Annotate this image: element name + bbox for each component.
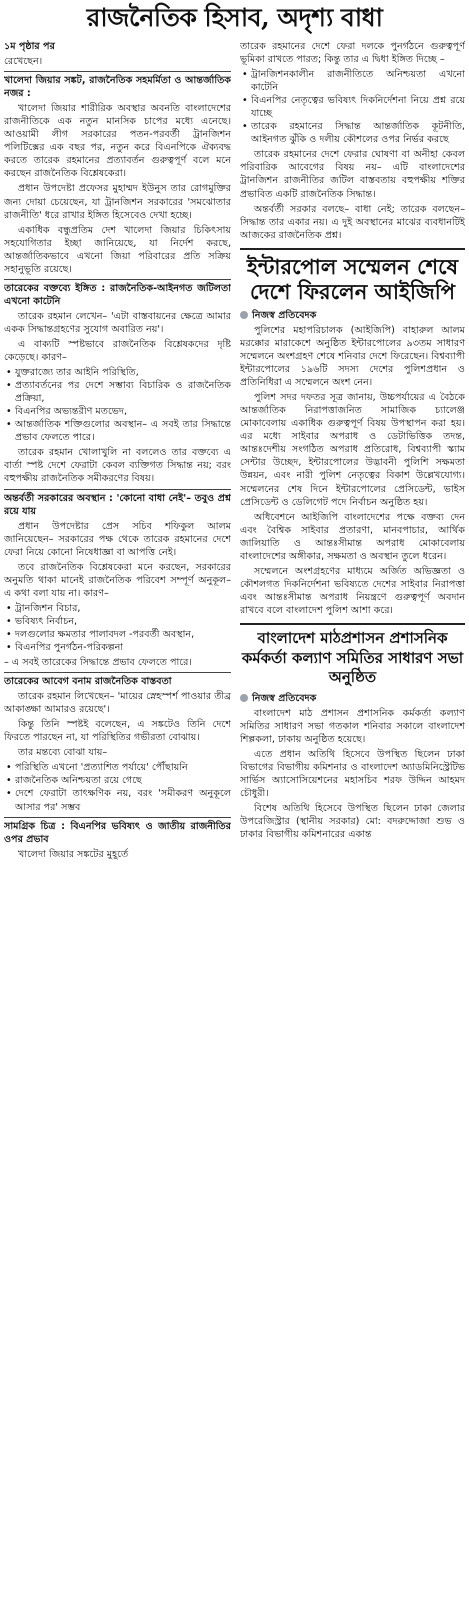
paragraph: খালেদা জিয়ার শারীরিক অবস্থার অবনতি বাংলাদেশের রাজনীতিকে এক নতুন মানসিক চাপের মধ্যে এনেছে। আওয়ামী লীগ সরকারের পতন-পরবর্তী ট্রানজিশন পলিটিক্সের এক বছর পর, নতুন করে বিএনপিকে ঐক্যবদ্ধ করতে তারেক রহমানের প্রত্যাবর্তন গুরুত্বপূর্ণ বলে মনে করছেন রাজনৈতিক বিশ্লেষকেরা। (4, 103, 231, 180)
bullet-list (240, 68, 465, 146)
paragraph: খালেদা জিয়ার সঙ্কটের মুহূর্তে (18, 848, 129, 860)
bullet-item: • পরিস্থিতি এখনো 'প্রত্যাশিত পর্যায়ে' পৌঁছায়নি (4, 761, 231, 774)
paragraph: বিশেষ অতিথি হিসেবে উপস্থিত ছিলেন ঢাকা জেলার উপরেজিস্ট্রার (স্থানীয় সরকার) মো: বদরুদ্দোজা শুভ ও ঢাকার বিভাগীয় কমিশনারের একান্ত (240, 802, 465, 840)
paragraph: অন্তর্বর্তী সরকার বলছে– বাধা নেই; তারেক বলছেন– সিদ্ধান্ত তার একার নয়। এ দুই অবস্থানের মাঝের ব্যবধানটিই আজকের রাজনৈতিক প্রশ্ন। (240, 203, 465, 241)
bullet-list (4, 366, 231, 444)
byline (240, 309, 465, 322)
paragraph: প্রধান উপদেষ্টার প্রেস সচিব শফিকুল আলম জানিয়েছেন– সরকারের পক্ষ থেকে তারেক রহমানের দেশে ফেরা নিয়ে কোনো নিষেধাজ্ঞা বা আপত্তি নেই। (4, 520, 231, 558)
left-column (4, 40, 231, 1609)
paragraph: একাধিক বন্ধুপ্রতিম দেশ খালেদা জিয়ার চিকিৎসায় সহযোগিতার ইচ্ছা জানিয়েছে, যা নির্দেশ করছে, আন্তর্জাতিকভাবে এখনো জিয়া পরিবারের প্রতি সক্রিয় সহানুভূতি রয়েছে। (4, 224, 231, 275)
paragraph: পুলিশ সদর দফতর সূত্র জানায়, উচ্চপর্যায়ের এ বৈঠকে আন্তর্জাতিক নিরাপত্তাজনিত সামাজিক চ্যালেঞ্জ মোকাবেলায় একাধিক গুরুত্বপূর্ণ বিষয় উপস্থাপন করা হয়। এর মধ্যে সাইবার অপরাধ ও ডেটাভিত্তিক তদন্ত, আন্তঃদেশীয় সংগঠিত অপরাধ প্রতিরোধ, বিশ্বব্যাপী স্ক্যাম সেন্টার উচ্ছেদ, ইন্টারপোলের উদ্ভাবনী পুলিশি সক্ষমতা উন্নয়ন, এবং নারী পুলিশ নেতৃত্বের বিকাশ উল্লেখযোগ্য। সম্মেলনের শেষ দিনে ইন্টারপোলের প্রেসিডেন্ট, ভাইস প্রেসিডেন্ট ও ডেলিগেট পদে নির্বাচন অনুষ্ঠিত হয়। (240, 392, 465, 508)
byline-text: নিজস্ব প্রতিবেদক (252, 692, 317, 704)
bullet-item: • বিএনপির অভ্যন্তরীণ মতভেদ, (4, 405, 231, 418)
bullet-item: • ভবিষ্যৎ নির্বাচন, (4, 615, 231, 628)
bullet-dot-icon (240, 694, 248, 702)
paragraph: তারেক রহমানের দেশে ফেরার ঘোষণা বা অনীহা কেবল পরিবারিক আবেগের বিষয় নয়– এটি বাংলাদেশের ট্রানজিশন রাজনীতির জটিল বাস্তবতায় বহুপক্ষীয় শক্তির প্রভাবিত একটি রাজনৈতিক সিদ্ধান্ত। (240, 149, 465, 200)
paragraph: কিন্তু তিনি স্পষ্টই বলেছেন, এ সঙ্কটেও তিনি দেশে ফিরতে পারছেন না, যা পরিস্থিতির গভীরতা বোঝায়। (4, 719, 231, 744)
subheading: সামগ্রিক চিত্র : বিএনপির ভবিষ্যৎ ও জাতীয় রাজনীতির ওপর প্রভাব (4, 817, 231, 846)
bullet-item: • তারেক রহমানের সিদ্ধান্ত আন্তর্জাতিক কূটনীতি, আইনগত ঝুঁকি ও দলীয় কৌশলের ওপর নির্ভর করছে (240, 120, 465, 146)
paragraph: পুলিশের মহাপরিচালক (আইজিপি) বাহারুল আলম মরক্কোর মারাকেশে অনুষ্ঠিত ইন্টারপোলের ৯৩তম সাধারণ সম্মেলনে অংশগ্রহণ শেষে শনিবার দেশে ফিরেছেন। বিশ্বব্যাপী ইন্টারপোলের ১৯৬টি সদস্য দেশের পুলিশপ্রধান ও প্রতিনিধিরা এ সম্মেলনে অংশ নেন। (240, 324, 465, 389)
bullet-list (4, 602, 231, 654)
paragraph: তারেক রহমান খোলাখুলি না বললেও তার বক্তব্যে এ বার্তা স্পষ্ট দেশে ফেরাটা কেবল ব্যক্তিগত সিদ্ধান্ত নয়; বরং বহুপক্ষীয় রাজনৈতিক সমীকরণের বিষয়। (4, 447, 231, 485)
bullet-item: • দেশে ফেরাটা তাৎক্ষণিক নয়, বরং 'সমীকরণ অনুকূলে আসার পর' সম্ভব (4, 787, 231, 813)
paragraph: অধিবেশনে আইজিপি বাংলাদেশের পক্ষে বক্তব্য দেন এবং বৈশ্বিক সাইবার প্রতারণা, মানবপাচার, আর্থিক জালিয়াতি ও আন্তঃসীমান্ত অপরাধ মোকাবেলায় বাংলাদেশের অঙ্গীকার, সক্ষমতা ও অবস্থান তুলে ধরেন। (240, 511, 465, 562)
bullet-item: • ট্রানজিশন বিচার, (4, 602, 231, 615)
bullet-item: • দলগুলোর ক্ষমতার পালাবদল -পরবর্তী অবস্থান, (4, 628, 231, 641)
paragraph: সম্মেলনে অংশগ্রহণের মাধ্যমে অর্জিত অভিজ্ঞতা ও কৌশলগত দিকনির্দেশনা ভবিষ্যতে দেশের সাইবার নিরাপত্তা এবং আন্তঃসীমান্ত অপরাধ নিয়ন্ত্রণে গুরুত্বপূর্ণ অবদান রাখবে বলে বাংলাদেশ পুলিশ আশা করে। (240, 565, 465, 616)
bullet-list (4, 761, 231, 813)
subheading: খালেদা জিয়ার সঙ্কট, রাজনৈতিক সহমর্মিতা ও আন্তর্জাতিক নজর : (4, 71, 231, 100)
paragraph: তারেক রহমান লিখেছেন– 'মায়ের স্নেহস্পর্শ পাওয়ার তীব্র আকাঙ্ক্ষা আমারও রয়েছে'। (4, 691, 231, 716)
bullet-dot-icon (240, 311, 248, 319)
bullet-item: • আন্তর্জাতিক শক্তিগুলোর অবস্থান– এ সবই তার সিদ্ধান্তে প্রভাব ফেলতে পারে। (4, 418, 231, 444)
paragraph: রেখেছেন। (4, 56, 43, 68)
story-headline-interpol: ইন্টারপোল সম্মেলন শেষে দেশে ফিরলেন আইজিপি (240, 248, 465, 305)
bullet-item: • ট্রানজিশনকালীন রাজনীতিতে অনিশ্চয়তা এখনো কাটেনি (240, 68, 465, 94)
paragraph: এতে প্রধান অতিথি হিসেবে উপস্থিত ছিলেন ঢাকা বিভাগের বিভাগীয় কমিশনার ও বাংলাদেশ অ্যাডমিনিস্ট্রেটিভ সার্ভিস অ্যাসোসিয়েশনের মহাসচিব শরফ উদ্দিন আহমদ চৌধুরী। (240, 748, 465, 799)
subheading: অন্তর্বর্তী সরকারের অবস্থান : 'কোনো বাধা নেই'– তবুও প্রশ্ন রয়ে যায় (4, 489, 231, 518)
main-headline: রাজনৈতিক হিসাব, অদৃশ্য বাধা (86, 3, 383, 32)
byline-text: নিজস্ব প্রতিবেদক (252, 309, 317, 321)
paragraph: – এ সবই তারেকের সিদ্ধান্তে প্রভাব ফেলতে পারে। (4, 657, 192, 669)
bullet-item: • যুক্তরাজ্যে তার আইনি পরিস্থিতি, (4, 366, 231, 379)
right-column (240, 40, 465, 1609)
bullet-item: • রাজনৈতিক অনিশ্চয়তা রয়ে গেছে (4, 774, 231, 787)
byline (240, 692, 465, 705)
subheading: তারেকের আবেগ বনাম রাজনৈতিক বাস্তবতা (4, 672, 231, 688)
paragraph: প্রধান উপদেষ্টা প্রফেসর মুহাম্মদ ইউনুস তার রোগমুক্তির জন্য দোয়া চেয়েছেন, যা ট্রানজিশন সরকারের 'সমঝোতার রাজনীতি' ধরে রাখার ইঙ্গিত হিসেবেও দেখা হচ্ছে। (4, 183, 231, 221)
bullet-item: • প্রত্যাবর্তনের পর দেশে সম্ভাব্য বিচারিক ও রাজনৈতিক প্রক্রিয়া, (4, 379, 231, 405)
paragraph: এ বাক্যটি স্পষ্টভাবে রাজনৈতিক বিশ্লেষকদের দৃষ্টি কেড়েছে। কারণ– (4, 338, 231, 364)
story-headline-admin-association: বাংলাদেশ মাঠপ্রশাসন প্রশাসনিক কর্মকর্তা কল্যাণ সমিতির সাধারণ সভা অনুষ্ঠিত (240, 623, 465, 688)
paragraph: তারেক রহমান লেখেন– 'এটা বাস্তবায়নের ক্ষেত্রে আমার একক সিদ্ধান্তগ্রহণের সুযোগ অবারিত নয়'। (4, 310, 231, 335)
continued-from-label: ১ম পৃষ্ঠার পর (4, 41, 55, 52)
paragraph: তার মন্তব্যে বোঝা যায়– (18, 747, 108, 759)
bullet-item: • বিএনপির পুনর্গঠন-পরিকল্পনা (4, 641, 231, 654)
paragraph: তারেক রহমানের দেশে ফেরা দলকে পুনর্গঠনে গুরুত্বপূর্ণ ভূমিকা রাখতে পারত; কিন্তু তার এ দ্বিধা ইঙ্গিত দিচ্ছে – (240, 41, 465, 66)
subheading: তারেকের বক্তব্যে ইঙ্গিত : রাজনৈতিক-আইনগত জটিলতা এখনো কাটেনি (4, 279, 231, 308)
bullet-item: • বিএনপির নেতৃত্বের ভবিষ্যৎ দিকনির্দেশনা নিয়ে প্রশ্ন রয়ে যাচ্ছে (240, 94, 465, 120)
paragraph: বাংলাদেশ মাঠ প্রশাসন প্রশাসনিক কর্মকর্তা কল্যাণ সমিতির সাধারণ সভা গতকাল শনিবার সকালে বাংলাদেশ শিল্পকলা, ঢাকায় অনুষ্ঠিত হয়েছে। (240, 707, 465, 745)
paragraph: তবে রাজনৈতিক বিশ্লেষকেরা মনে করছেন, সরকারের অনুমতি থাকা মানেই রাজনৈতিক পরিবেশ সম্পূর্ণ অনুকূল– এ কথা বলা যায় না। কারণ– (4, 561, 231, 599)
